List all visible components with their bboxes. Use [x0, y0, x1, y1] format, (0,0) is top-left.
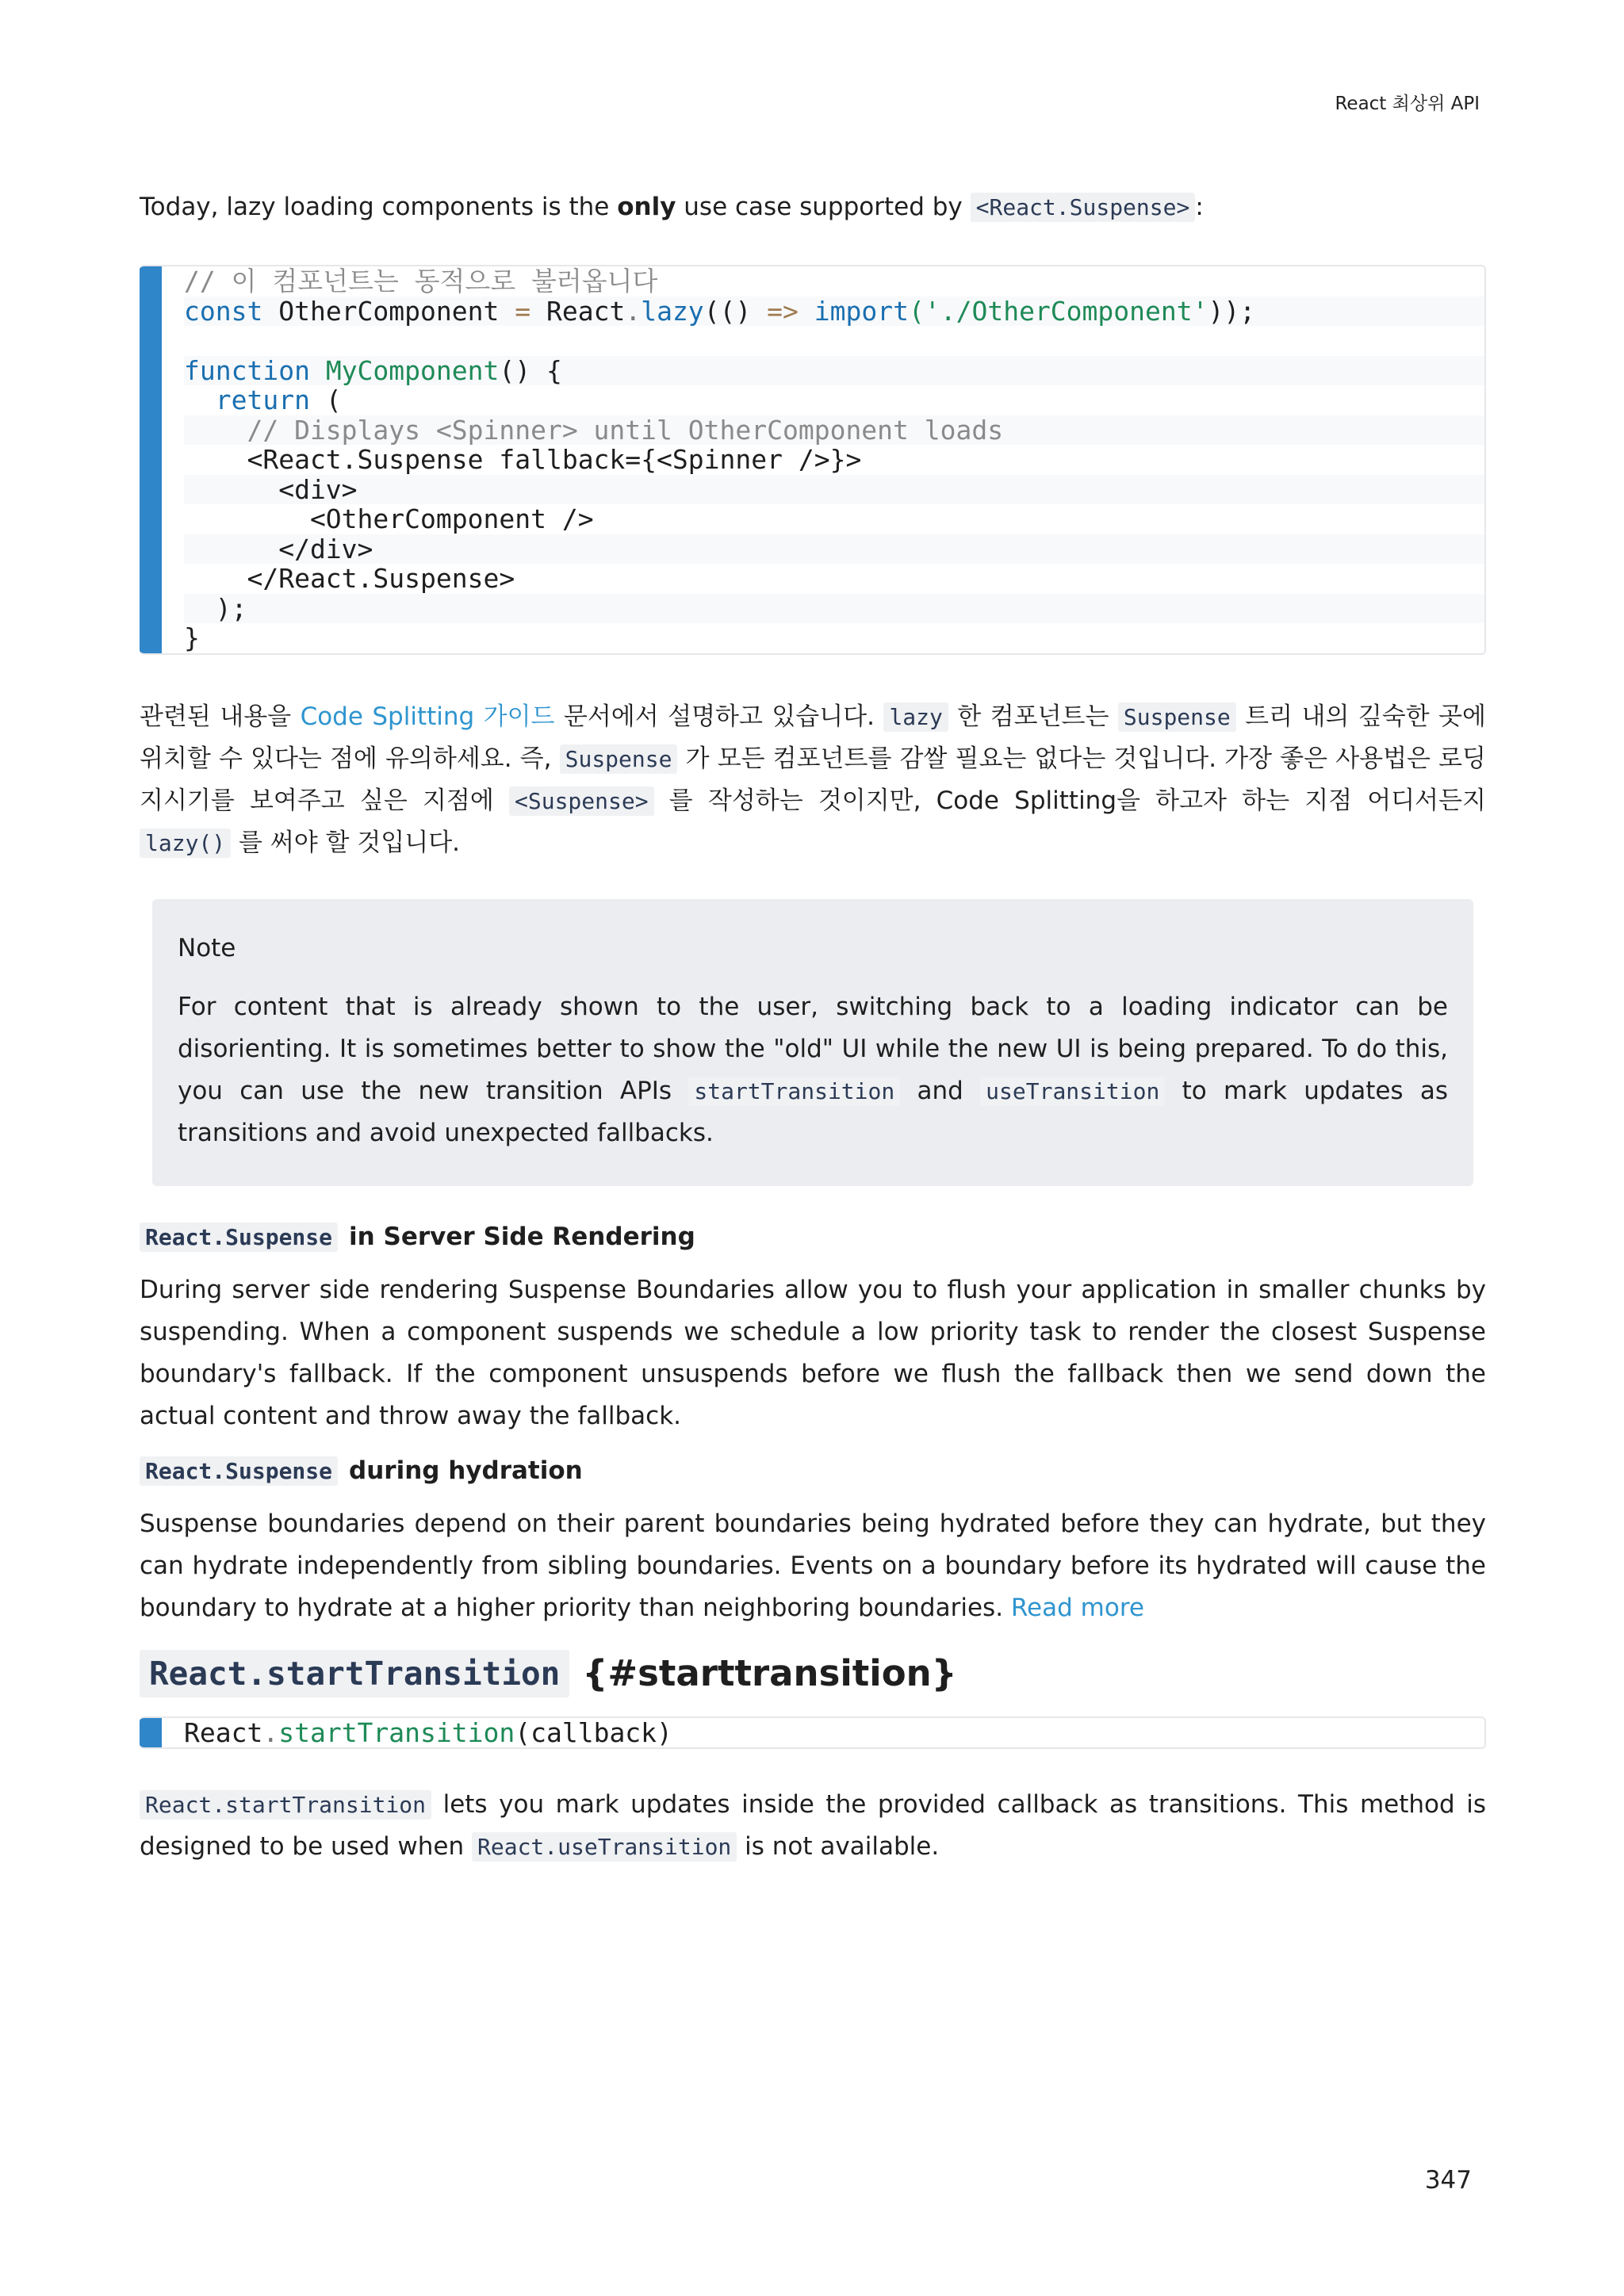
korean-paragraph: [140, 696, 1486, 864]
code-punct: (callback): [515, 1716, 672, 1748]
intro-bold: only: [617, 193, 676, 221]
inline-code: startTransition: [688, 1077, 900, 1106]
heading-anchor: {#starttransition}: [582, 1652, 957, 1694]
body-text: 관련된 내용을: [140, 702, 301, 731]
code-jsx: <React.Suspense fallback={<Spinner />}>: [184, 444, 862, 475]
note-box: [152, 899, 1473, 1186]
code-punct: ((): [703, 295, 768, 327]
code-punct: ));: [1208, 295, 1256, 327]
start-transition-paragraph: [140, 1784, 1486, 1868]
inline-code: <Suspense>: [509, 786, 654, 816]
code-jsx: </div>: [184, 533, 373, 564]
code-content: [140, 1718, 1484, 1748]
read-more-link[interactable]: Read more: [1010, 1593, 1144, 1622]
body-text: 가 모든 컴포넌트를 감쌀 필요는 없다는 것입니다. 가장 좋은 사용법은 로딩 지시기를 보여주고 싶은 지점에: [140, 744, 1486, 815]
code-identifier: OtherComponent: [262, 295, 515, 327]
inline-code: React.useTransition: [472, 1832, 737, 1862]
body-text: 문서에서 설명하고 있습니다.: [554, 702, 884, 731]
code-operator: =>: [767, 295, 799, 327]
ssr-paragraph: During server side rendering Suspense Boundaries allow you to flush your application in smaller chunks by suspending. When a component suspends we schedule a low priority task to render the closest Suspense boundary's fallback. If the component unsuspends before we flush the fallback then we send down the actual content and throw away the fallback.: [140, 1275, 1486, 1430]
heading-code: React.startTransition: [140, 1650, 569, 1697]
heading-text: in Server Side Rendering: [349, 1223, 695, 1251]
code-jsx: <OtherComponent />: [184, 503, 594, 534]
code-keyword: return: [184, 385, 310, 415]
hydration-heading: [140, 1456, 1486, 1486]
code-block-signature: [140, 1716, 1486, 1750]
intro-text-2: use case supported by: [676, 193, 971, 221]
code-jsx: <div>: [184, 473, 358, 505]
ssr-heading: [140, 1223, 1486, 1252]
inline-code: React.Suspense: [140, 1223, 338, 1252]
intro-paragraph: [140, 186, 1486, 228]
note-title: Note: [178, 933, 236, 962]
code-comment: // Displays <Spinner> until OtherComponent loads: [184, 414, 1004, 446]
body-text: 를 작성하는 것이지만, Code Splitting을 하고자 하는 지점 어디서든지: [653, 786, 1486, 815]
body-text: lets you mark updates inside the provided callback as transitions. This method is designed to be used when: [140, 1790, 1486, 1861]
inline-code: lazy: [883, 702, 948, 732]
intro-tail: :: [1195, 193, 1204, 221]
code-identifier: React: [184, 1716, 263, 1748]
code-block-lazy: [140, 265, 1486, 655]
code-punct: .: [625, 295, 642, 327]
body-text: is not available.: [737, 1832, 940, 1861]
code-punct: );: [184, 592, 247, 624]
inline-code: Suspense: [1118, 702, 1236, 732]
inline-code: <React.Suspense>: [971, 193, 1196, 222]
code-method: lazy: [641, 295, 704, 327]
body-text: and: [900, 1076, 981, 1105]
code-punct: (: [309, 385, 342, 415]
intro-text: Today, lazy loading components is the: [140, 193, 618, 221]
body-text: For content that is already shown to the user, switching back to a loading indicator can be disorienting. It is sometimes better to show the "old" UI while the new UI is being prepared. To do this, you can use the new transition APIs: [178, 992, 1448, 1105]
running-header: React 최상위 API: [1335, 94, 1480, 114]
code-operator: =: [515, 295, 531, 327]
inline-code: React.Suspense: [140, 1456, 338, 1486]
code-content: [140, 266, 1484, 653]
body-text: Suspense boundaries depend on their parent boundaries being hydrated before they can hydrate, but they can hydrate independently from sibling boundaries. Events on a boundary before its hydrated will cause the boundary to hydrate at a higher priority than neighboring boundaries.: [140, 1509, 1486, 1622]
inline-code: React.startTransition: [140, 1790, 431, 1820]
page-number: 347: [1424, 2166, 1472, 2195]
body-text: 트리 내의 깊숙한 곳에 위치할 수 있다는 점에 유의하세요. 즉,: [140, 702, 1486, 773]
inline-code: useTransition: [980, 1077, 1165, 1106]
code-keyword: const: [184, 295, 263, 327]
page-content: [140, 186, 1486, 1868]
code-keyword: function: [184, 354, 310, 386]
heading-text: during hydration: [349, 1456, 583, 1485]
code-string: ('./OtherComponent': [909, 295, 1208, 327]
start-transition-heading: [140, 1650, 1486, 1697]
hydration-paragraph: [140, 1503, 1486, 1629]
code-identifier: React: [530, 295, 626, 327]
body-text: 한 컴포넌트는: [948, 702, 1118, 731]
code-punct: () {: [499, 354, 562, 386]
code-punct: .: [262, 1716, 279, 1748]
code-comment: // 이 컴포넌트는 동적으로 불러옵니다: [184, 266, 658, 297]
code-keyword: import: [798, 295, 909, 327]
body-text: 를 써야 할 것입니다.: [231, 828, 460, 857]
inline-code: Suspense: [560, 744, 678, 774]
code-punct: }: [184, 622, 200, 653]
code-jsx: </React.Suspense>: [184, 563, 515, 594]
inline-code: lazy(): [140, 828, 231, 858]
note-text: [178, 986, 1448, 1154]
code-splitting-link[interactable]: Code Splitting 가이드: [300, 702, 555, 731]
body-text: to mark updates as transitions and avoid unexpected fallbacks.: [178, 1076, 1449, 1147]
code-function-name: MyComponent: [309, 354, 500, 386]
code-method: startTransition: [278, 1716, 515, 1748]
